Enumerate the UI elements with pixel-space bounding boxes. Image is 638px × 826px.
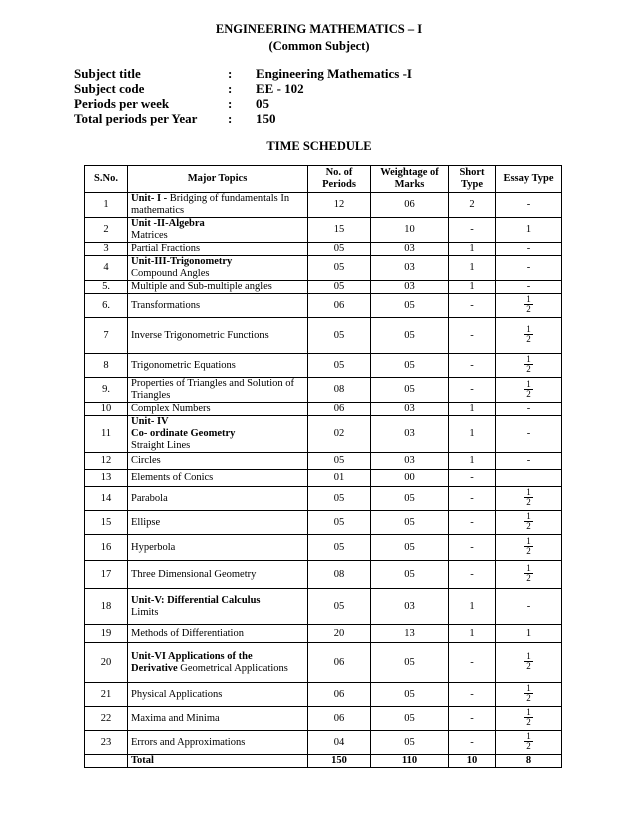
cell-short: - (449, 535, 496, 561)
topic-text: Elements of Conics (131, 472, 214, 483)
total-essay: 8 (496, 755, 562, 768)
cell-essay (496, 683, 562, 707)
cell-periods: 06 (308, 643, 371, 683)
fraction-numerator: 1 (526, 378, 531, 389)
cell-short: - (449, 470, 496, 487)
cell-marks: 03 (371, 281, 449, 294)
info-label: Periods per week (74, 96, 170, 111)
cell-short: - (449, 318, 496, 354)
cell-essay (496, 511, 562, 535)
info-colon: : (228, 96, 233, 111)
fraction-half (524, 488, 533, 507)
topic-text: Errors and Approximations (131, 736, 246, 748)
cell-periods: 05 (308, 589, 371, 625)
cell-sno: 6. (85, 294, 128, 318)
info-colon: : (228, 66, 233, 81)
header-sno: S.No. (85, 166, 128, 193)
cell-essay: - (496, 193, 562, 218)
cell-topic (128, 378, 308, 403)
table-row (85, 683, 562, 707)
table-row (85, 243, 562, 256)
info-value: 05 (256, 96, 269, 111)
topic-text: Hyperbola (131, 541, 176, 553)
cell-topic (128, 403, 308, 416)
topic-text: Inverse Trigonometric Functions (131, 329, 269, 341)
cell-essay: 1 (496, 218, 562, 243)
fraction-half (524, 564, 533, 583)
total-marks: 110 (371, 755, 449, 768)
fraction-half (524, 512, 533, 531)
cell-periods: 12 (308, 193, 371, 218)
table-row (85, 625, 562, 643)
cell-short: 2 (449, 193, 496, 218)
cell-topic (128, 625, 308, 643)
cell-topic (128, 416, 308, 453)
cell-periods: 05 (308, 487, 371, 511)
cell-topic (128, 318, 308, 354)
cell-topic (128, 256, 308, 281)
cell-topic (128, 535, 308, 561)
fraction-denominator: 2 (526, 717, 531, 727)
fraction-denominator: 2 (526, 304, 531, 314)
cell-short: - (449, 354, 496, 378)
cell-marks: 03 (371, 243, 449, 256)
cell-short: - (449, 707, 496, 731)
cell-marks: 05 (371, 643, 449, 683)
cell-periods: 08 (308, 378, 371, 403)
cell-short: - (449, 378, 496, 403)
fraction-half (524, 325, 533, 344)
fraction-denominator: 2 (526, 334, 531, 344)
topic-text: Properties of Triangles and Solution of Triangles (131, 378, 295, 401)
fraction-numerator: 1 (526, 731, 531, 741)
cell-sno: 5. (85, 281, 128, 294)
table-row (85, 470, 562, 487)
cell-sno: 23 (85, 731, 128, 755)
cell-essay: 1 (496, 625, 562, 643)
fraction-denominator: 2 (526, 741, 531, 751)
cell-short: 1 (449, 625, 496, 643)
fraction-half (524, 295, 533, 314)
cell-marks: 05 (371, 354, 449, 378)
cell-marks: 03 (371, 416, 449, 453)
header-short: Short Type (449, 166, 496, 193)
cell-topic (128, 707, 308, 731)
cell-topic (128, 470, 308, 487)
table-row (85, 281, 562, 294)
cell-marks: 05 (371, 561, 449, 589)
cell-sno: 10 (85, 403, 128, 416)
cell-essay: - (496, 256, 562, 281)
info-colon: : (228, 81, 233, 96)
cell-short: 1 (449, 453, 496, 470)
header-major-topics: Major Topics (128, 166, 308, 193)
cell-topic (128, 354, 308, 378)
topic-text: Maxima and Minima (131, 712, 220, 724)
info-label: Subject code (74, 81, 145, 96)
cell-sno: 16 (85, 535, 128, 561)
cell-sno: 3 (85, 243, 128, 256)
unit-heading: Unit- I - (131, 193, 170, 204)
cell-essay: - (496, 589, 562, 625)
topic-text: Complex Numbers (131, 403, 211, 414)
cell-periods: 05 (308, 511, 371, 535)
cell-sno: 17 (85, 561, 128, 589)
cell-sno: 1 (85, 193, 128, 218)
table-row (85, 354, 562, 378)
cell-essay (496, 294, 562, 318)
total-short: 10 (449, 755, 496, 768)
fraction-numerator: 1 (526, 354, 531, 364)
cell-periods: 05 (308, 256, 371, 281)
cell-short: - (449, 683, 496, 707)
cell-marks: 03 (371, 589, 449, 625)
fraction-denominator: 2 (526, 693, 531, 703)
cell-marks: 00 (371, 470, 449, 487)
cell-short: - (449, 218, 496, 243)
cell-periods: 02 (308, 416, 371, 453)
unit-heading-2: Co- ordinate Geometry (131, 428, 236, 439)
schedule-title: TIME SCHEDULE (266, 139, 372, 153)
cell-marks: 05 (371, 487, 449, 511)
header-marks: Weightage of Marks (371, 166, 449, 193)
cell-sno: 20 (85, 643, 128, 683)
subject-info (74, 66, 474, 126)
cell-essay (496, 487, 562, 511)
document-title: ENGINEERING MATHEMATICS – I (215, 22, 423, 36)
cell-periods: 05 (308, 281, 371, 294)
cell-sno: 22 (85, 707, 128, 731)
cell-essay (496, 354, 562, 378)
table-row (85, 707, 562, 731)
cell-topic (128, 218, 308, 243)
cell-periods: 15 (308, 218, 371, 243)
fraction-half (524, 684, 533, 703)
cell-periods: 05 (308, 535, 371, 561)
table-row (85, 403, 562, 416)
info-label: Total periods per Year (74, 111, 198, 126)
fraction-numerator: 1 (526, 511, 531, 521)
cell-sno: 4 (85, 256, 128, 281)
topic-text: Partial Fractions (131, 243, 201, 254)
table-row (85, 318, 562, 354)
cell-sno: 19 (85, 625, 128, 643)
total-row (85, 755, 562, 768)
cell-essay (496, 470, 562, 487)
cell-sno: 21 (85, 683, 128, 707)
cell-topic (128, 294, 308, 318)
topic-text: Multiple and Sub-multiple angles (131, 281, 272, 292)
cell-topic (128, 487, 308, 511)
cell-essay: - (496, 403, 562, 416)
cell-topic (128, 193, 308, 218)
fraction-numerator: 1 (526, 324, 531, 334)
table-row (85, 193, 562, 218)
table-row (85, 453, 562, 470)
table-row (85, 378, 562, 403)
cell-marks: 05 (371, 378, 449, 403)
info-label: Subject title (74, 66, 141, 81)
cell-marks: 05 (371, 294, 449, 318)
cell-topic (128, 511, 308, 535)
cell-essay (496, 643, 562, 683)
fraction-denominator: 2 (526, 388, 531, 399)
fraction-half (524, 732, 533, 751)
fraction-numerator: 1 (526, 487, 531, 497)
header-periods: No. of Periods (308, 166, 371, 193)
cell-short: 1 (449, 281, 496, 294)
cell-essay: - (496, 453, 562, 470)
cell-sno: 2 (85, 218, 128, 243)
topic-text: Limits (131, 606, 159, 618)
cell-marks: 06 (371, 193, 449, 218)
info-value: 150 (256, 111, 276, 126)
cell-topic (128, 589, 308, 625)
cell-marks: 05 (371, 511, 449, 535)
cell-periods: 06 (308, 403, 371, 416)
cell-essay (496, 731, 562, 755)
cell-short: 1 (449, 589, 496, 625)
cell-sno: 8 (85, 354, 128, 378)
total-periods: 150 (308, 755, 371, 768)
cell-topic (128, 281, 308, 294)
cell-essay (496, 378, 562, 403)
table-row (85, 589, 562, 625)
fraction-denominator: 2 (526, 521, 531, 531)
fraction-numerator: 1 (526, 707, 531, 717)
cell-sno: 9. (85, 378, 128, 403)
cell-short: - (449, 511, 496, 535)
cell-marks: 05 (371, 707, 449, 731)
topic-text: Circles (131, 455, 161, 466)
cell-sno: 15 (85, 511, 128, 535)
cell-periods: 05 (308, 318, 371, 354)
cell-topic (128, 683, 308, 707)
fraction-half (524, 708, 533, 727)
table-row (85, 416, 562, 453)
info-row (74, 111, 474, 126)
fraction-denominator: 2 (526, 546, 531, 556)
cell-marks: 05 (371, 318, 449, 354)
cell-short: 1 (449, 243, 496, 256)
cell-sno: 7 (85, 318, 128, 354)
topic-text: Bridging of fundamentals In mathematics (131, 193, 290, 216)
table-row (85, 256, 562, 281)
cell-short: 1 (449, 416, 496, 453)
topic-text: Straight Lines (131, 440, 191, 451)
fraction-denominator: 2 (526, 497, 531, 507)
cell-short: - (449, 294, 496, 318)
table-row (85, 561, 562, 589)
cell-periods: 08 (308, 561, 371, 589)
cell-periods: 20 (308, 625, 371, 643)
cell-sno (85, 755, 128, 768)
cell-marks: 05 (371, 535, 449, 561)
info-value: Engineering Mathematics -I (256, 66, 412, 81)
cell-sno: 12 (85, 453, 128, 470)
cell-sno: 14 (85, 487, 128, 511)
fraction-half (524, 652, 533, 671)
cell-sno: 18 (85, 589, 128, 625)
cell-topic (128, 731, 308, 755)
fraction-numerator: 1 (526, 683, 531, 693)
cell-periods: 01 (308, 470, 371, 487)
info-value: EE - 102 (256, 81, 304, 96)
cell-short: - (449, 731, 496, 755)
cell-marks: 03 (371, 403, 449, 416)
fraction-denominator: 2 (526, 573, 531, 583)
info-row (74, 96, 474, 111)
cell-essay (496, 535, 562, 561)
fraction-numerator: 1 (526, 651, 531, 661)
topic-text: Matrices (131, 230, 168, 241)
cell-periods: 05 (308, 354, 371, 378)
cell-marks: 13 (371, 625, 449, 643)
topic-text: Transformations (131, 299, 201, 311)
table-row (85, 535, 562, 561)
cell-essay (496, 318, 562, 354)
unit-heading: Unit- IV (131, 416, 169, 427)
topic-text: Ellipse (131, 516, 161, 528)
table-row (85, 511, 562, 535)
info-row (74, 66, 474, 81)
info-colon: : (228, 111, 233, 126)
topic-text: Parabola (131, 492, 168, 504)
cell-periods: 04 (308, 731, 371, 755)
cell-topic (128, 453, 308, 470)
cell-short: - (449, 487, 496, 511)
cell-short: - (449, 643, 496, 683)
cell-essay: - (496, 281, 562, 294)
table-row (85, 643, 562, 683)
cell-topic (128, 643, 308, 683)
table-row (85, 294, 562, 318)
table-row (85, 487, 562, 511)
topic-text: Three Dimensional Geometry (131, 568, 257, 580)
topic-text: Methods of Differentiation (131, 627, 244, 639)
cell-topic (128, 561, 308, 589)
cell-marks: 05 (371, 683, 449, 707)
cell-periods: 05 (308, 243, 371, 256)
cell-essay (496, 561, 562, 589)
fraction-half (524, 380, 533, 399)
header-essay: Essay Type (496, 166, 562, 193)
total-label: Total (128, 755, 308, 768)
cell-sno: 11 (85, 416, 128, 453)
topic-text: Compound Angles (131, 268, 210, 279)
fraction-half (524, 355, 533, 374)
cell-essay: - (496, 243, 562, 256)
fraction-numerator: 1 (526, 294, 531, 304)
unit-heading-2: Derivative (131, 662, 178, 674)
fraction-denominator: 2 (526, 661, 531, 671)
cell-short: - (449, 561, 496, 589)
cell-topic (128, 243, 308, 256)
cell-periods: 06 (308, 707, 371, 731)
cell-short: 1 (449, 403, 496, 416)
unit-heading: Unit -II-Algebra (131, 218, 205, 229)
cell-periods: 06 (308, 294, 371, 318)
cell-marks: 03 (371, 256, 449, 281)
table-header-row (85, 166, 562, 193)
table-row (85, 731, 562, 755)
fraction-numerator: 1 (526, 563, 531, 573)
cell-short: 1 (449, 256, 496, 281)
unit-heading: Unit-V: Differential Calculus (131, 594, 261, 606)
cell-essay (496, 707, 562, 731)
cell-essay: - (496, 416, 562, 453)
cell-sno: 13 (85, 470, 128, 487)
info-row (74, 81, 474, 96)
topic-text: Geometrical Applications (180, 662, 288, 674)
cell-marks: 03 (371, 453, 449, 470)
topic-text: Physical Applications (131, 688, 223, 700)
table-row (85, 218, 562, 243)
cell-periods: 05 (308, 453, 371, 470)
topic-text: Trigonometric Equations (131, 359, 236, 371)
fraction-denominator: 2 (526, 364, 531, 374)
fraction-numerator: 1 (526, 536, 531, 546)
cell-marks: 10 (371, 218, 449, 243)
document-subtitle: (Common Subject) (268, 39, 370, 53)
unit-heading: Unit-VI Applications of the (131, 650, 253, 662)
fraction-half (524, 537, 533, 556)
time-schedule-table (84, 165, 562, 768)
cell-marks: 05 (371, 731, 449, 755)
cell-periods: 06 (308, 683, 371, 707)
unit-heading: Unit-III-Trigonometry (131, 256, 233, 267)
